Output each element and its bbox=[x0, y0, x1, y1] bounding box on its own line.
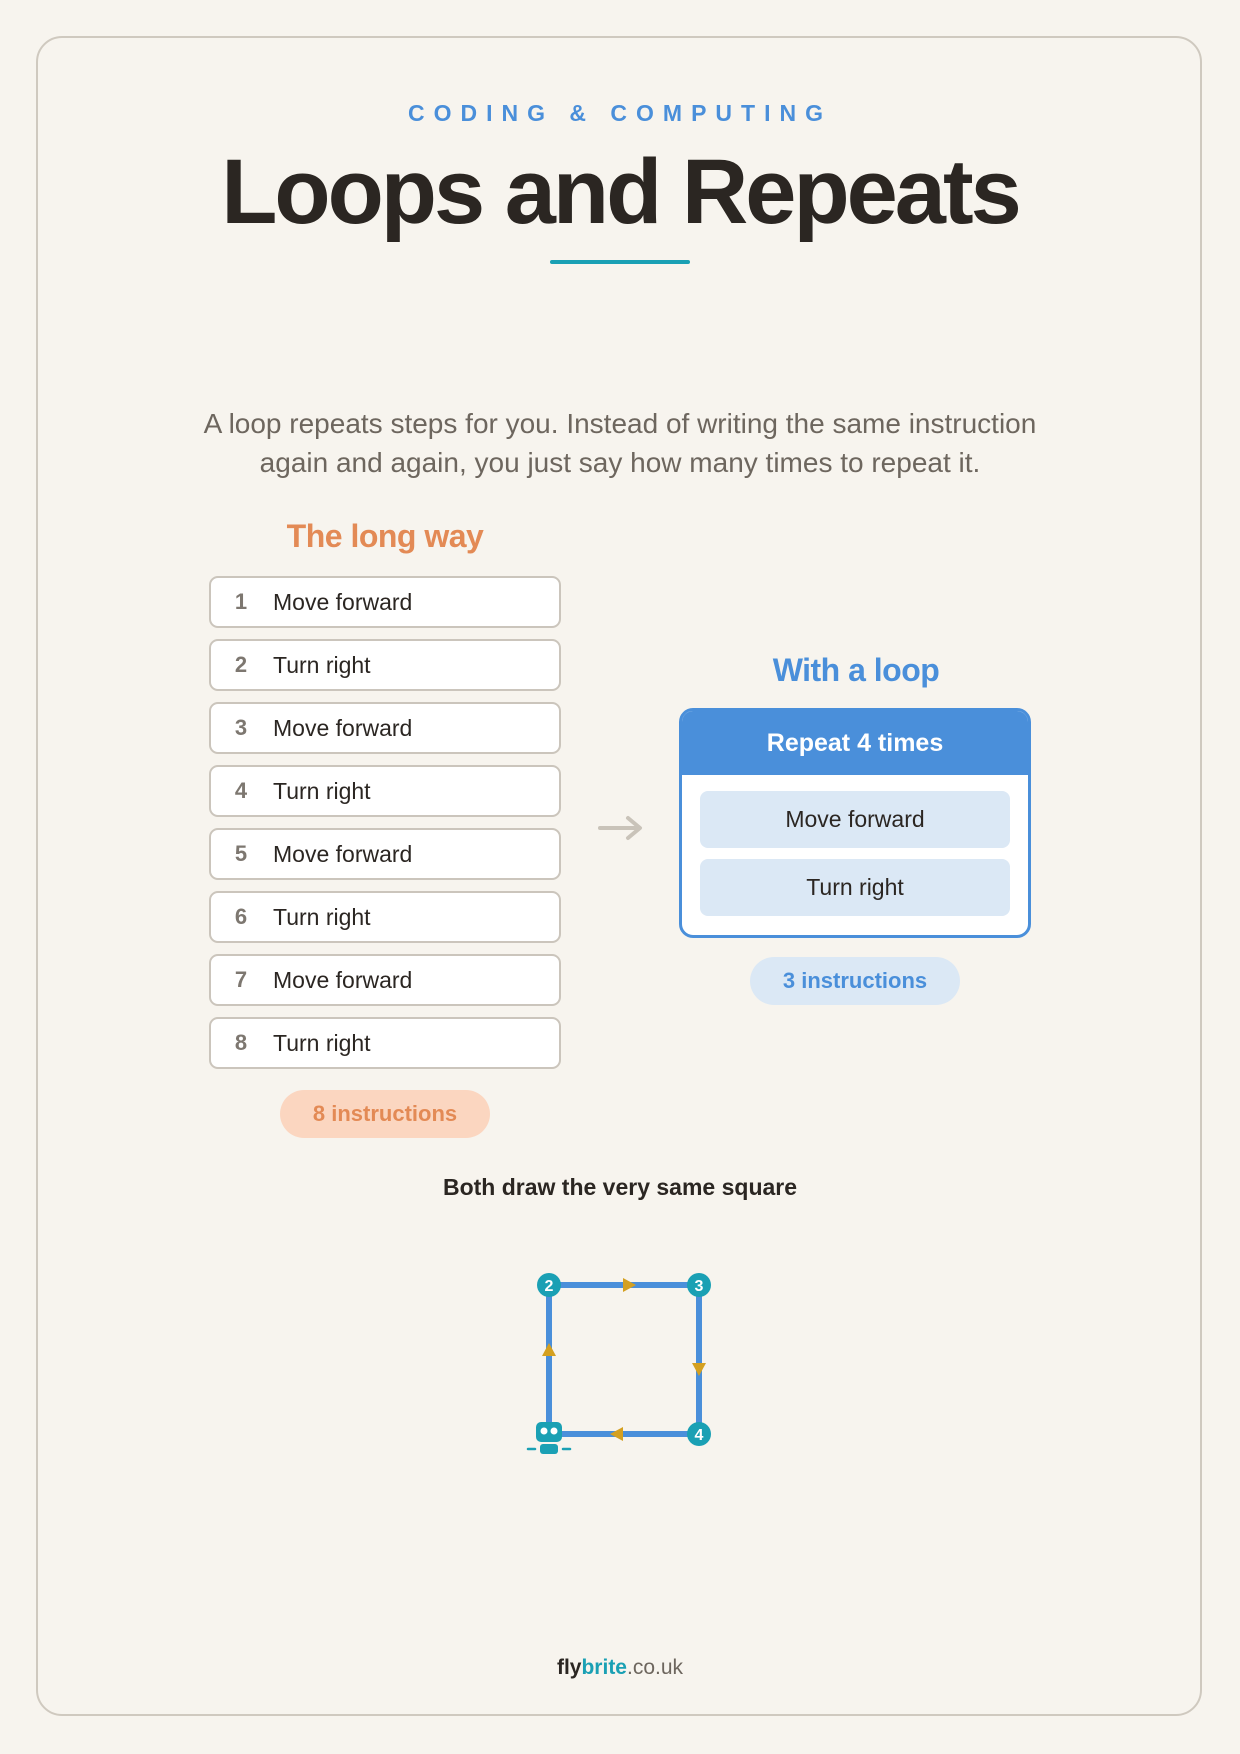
step-text: Turn right bbox=[273, 651, 371, 678]
corner-label-3: 3 bbox=[694, 1278, 704, 1295]
corner-marker-3 bbox=[687, 1273, 711, 1297]
corner-marker-4 bbox=[687, 1422, 711, 1446]
with-loop-count-badge: 3 instructions bbox=[750, 957, 960, 1005]
footer-domain: .co.uk bbox=[627, 1656, 684, 1679]
with-loop-heading: With a loop bbox=[772, 652, 940, 688]
intro-line-2: again and again, you just say how many times to repeat it. bbox=[259, 447, 981, 478]
step-row bbox=[209, 954, 561, 1006]
step-number: 3 bbox=[234, 715, 248, 740]
long-way-step-list bbox=[209, 576, 561, 1080]
direction-arrow-left-icon bbox=[610, 1427, 623, 1441]
loop-item: Move forward bbox=[700, 791, 1010, 848]
footer-brand-fly: fly bbox=[556, 1656, 582, 1679]
step-text: Move forward bbox=[273, 714, 413, 741]
direction-arrow-up-icon bbox=[542, 1343, 556, 1356]
step-text: Move forward bbox=[273, 966, 413, 993]
step-row bbox=[209, 639, 561, 691]
arrow-right-icon bbox=[596, 814, 646, 842]
loop-item: Turn right bbox=[700, 859, 1010, 916]
square-caption: Both draw the very same square bbox=[442, 1174, 798, 1200]
square-path bbox=[549, 1285, 699, 1434]
step-row bbox=[209, 702, 561, 754]
step-row bbox=[209, 1017, 561, 1069]
loop-block bbox=[679, 708, 1031, 938]
corner-label-4: 4 bbox=[694, 1427, 704, 1444]
intro-line-1: A loop repeats steps for you. Instead of writing the same instruction bbox=[203, 408, 1037, 439]
step-row bbox=[209, 828, 561, 880]
footer-brand-brite: brite bbox=[581, 1656, 627, 1679]
step-number: 4 bbox=[234, 778, 248, 803]
step-text: Turn right bbox=[273, 777, 371, 804]
step-number: 5 bbox=[234, 841, 248, 866]
eyebrow-label: CODING & COMPUTING bbox=[408, 100, 832, 126]
long-way-count-badge: 8 instructions bbox=[280, 1090, 490, 1138]
step-row bbox=[209, 765, 561, 817]
robot-icon bbox=[528, 1422, 570, 1454]
step-text: Move forward bbox=[273, 588, 413, 615]
title-underline bbox=[550, 260, 690, 264]
step-row bbox=[209, 576, 561, 628]
step-text: Turn right bbox=[273, 903, 371, 930]
step-number: 2 bbox=[234, 652, 248, 677]
page-title: Loops and Repeats bbox=[221, 141, 1019, 243]
step-number: 6 bbox=[234, 904, 248, 929]
direction-arrow-down-icon bbox=[692, 1363, 706, 1376]
step-row bbox=[209, 891, 561, 943]
intro-text bbox=[140, 404, 1100, 482]
loop-repeat-header: Repeat 4 times bbox=[682, 711, 1028, 775]
corner-label-2: 2 bbox=[544, 1278, 554, 1295]
step-number: 1 bbox=[234, 589, 248, 614]
footer-brand bbox=[0, 1656, 1240, 1680]
direction-arrow-right-icon bbox=[623, 1278, 636, 1292]
square-path-diagram bbox=[520, 1260, 720, 1460]
corner-marker-2 bbox=[537, 1273, 561, 1297]
step-text: Move forward bbox=[273, 840, 413, 867]
step-number: 7 bbox=[234, 967, 248, 992]
long-way-heading: The long way bbox=[286, 518, 484, 554]
step-number: 8 bbox=[234, 1030, 248, 1055]
step-text: Turn right bbox=[273, 1029, 371, 1056]
